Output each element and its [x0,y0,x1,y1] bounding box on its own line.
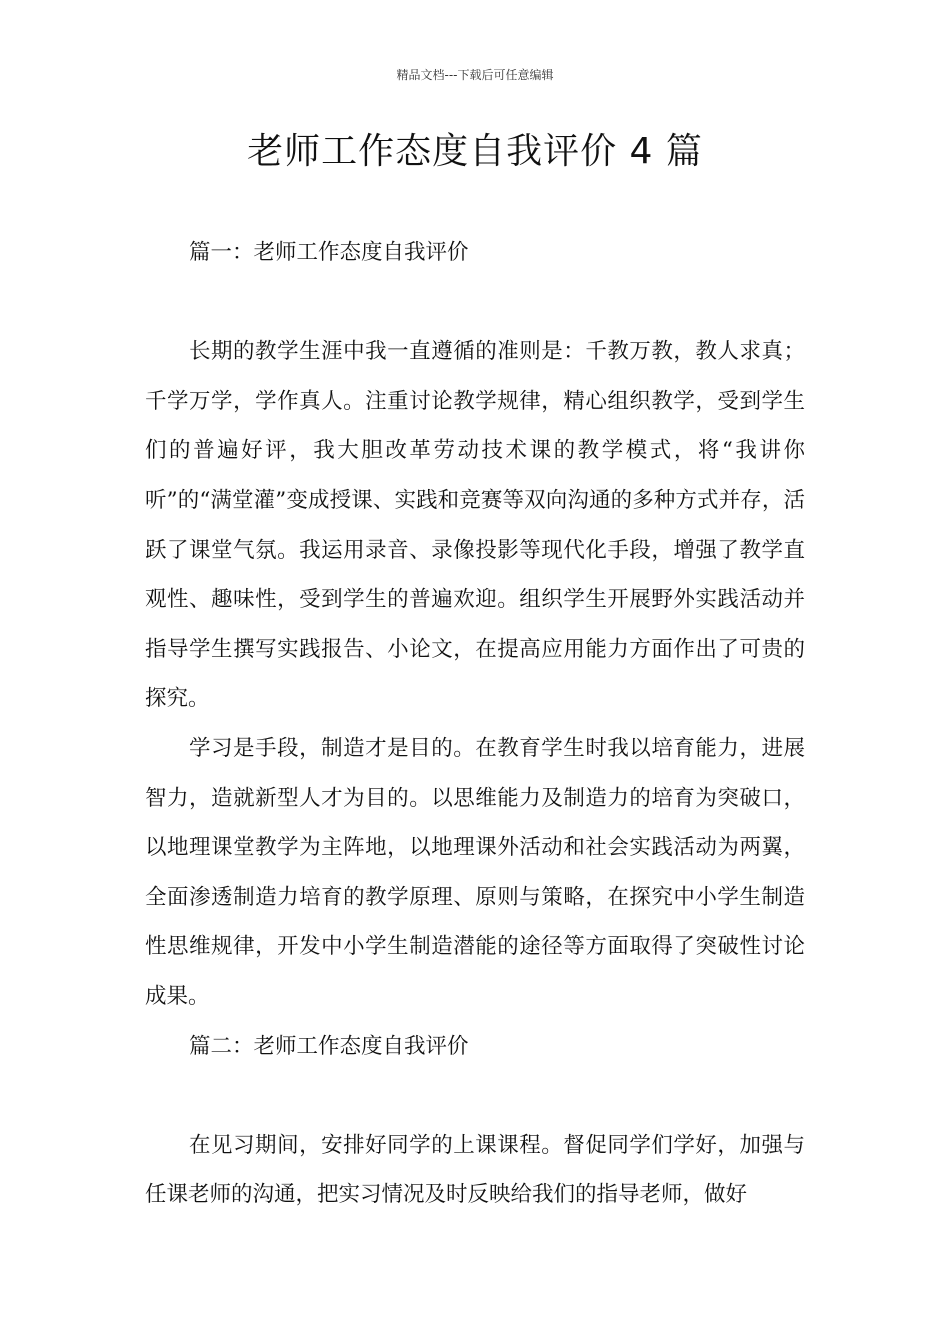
blank-line [145,1071,805,1121]
document-body [145,228,805,1220]
header-note: 精品文档---下载后可任意编辑 [396,68,554,82]
paragraph-2: 学习是手段，制造才是目的。在教育学生时我以培育能力，进展智力，造就新型人才为目的。以思维能力及制造力的培育为突破口，以地理课堂教学为主阵地，以地理课外活动和社会实践活动为两翼，全面渗透制造力培育的教学原理、原则与策略，在探究中小学生制造性思维规律，开发中小学生制造潜能的途径等方面取得了突破性讨论成果。 [145,735,805,1009]
blank-line [145,278,805,328]
section-heading-1: 篇一：老师工作态度自我评价 [189,240,469,265]
paragraph-3: 在见习期间，安排好同学的上课课程。督促同学们学好，加强与任课老师的沟通，把实习情况及时反映给我们的指导老师，做好 [145,1132,805,1208]
paragraph-1: 长期的教学生涯中我一直遵循的准则是：千教万教，教人求真；千学万学，学作真人。注重讨论教学规律，精心组织教学，受到学生们的普遍好评，我大胆改革劳动技术课的教学模式，将“我讲你听”的“满堂灌”变成授课、实践和竞赛等双向沟通的多种方式并存，活跃了课堂气氛。我运用录音、录像投影等现代化手段，增强了教学直观性、趣味性，受到学生的普遍欢迎。组织学生开展野外实践活动并指导学生撰写实践报告、小论文，在提高应用能力方面作出了可贵的探究。 [145,339,805,712]
document-title: 老师工作态度自我评价 4 篇 [247,131,703,172]
section-heading-2: 篇二：老师工作态度自我评价 [189,1033,469,1059]
